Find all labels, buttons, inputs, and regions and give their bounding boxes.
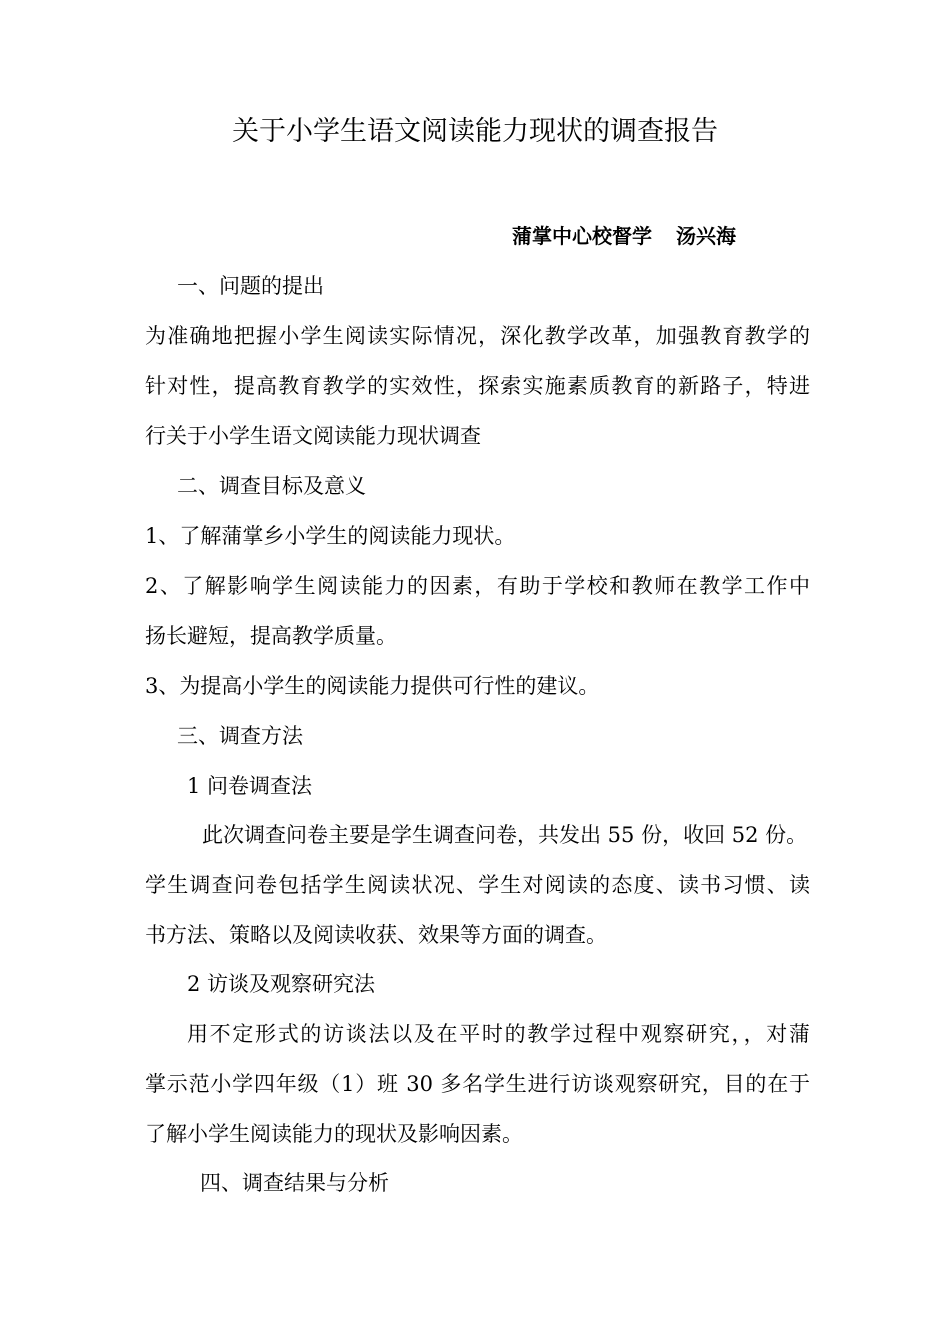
paragraph-line: 学生调查问卷包括学生阅读状况、学生对阅读的态度、读书习惯、读 xyxy=(145,873,810,897)
subsection-heading: 2 访谈及观察研究法 xyxy=(187,972,376,996)
report-title: 关于小学生语文阅读能力现状的调查报告 xyxy=(232,116,718,147)
paragraph-line: 用不定形式的访谈法以及在平时的教学过程中观察研究，，对蒲 xyxy=(187,1022,810,1046)
section-heading-1: 一、问题的提出 xyxy=(177,274,324,298)
list-item: 3、为提高小学生的阅读能力提供可行性的建议。 xyxy=(145,674,600,698)
section-heading-2: 二、调查目标及意义 xyxy=(177,474,366,498)
paragraph-line: 此次调查问卷主要是学生调查问卷，共发出 55 份，收回 52 份。 xyxy=(202,823,808,847)
author-org: 蒲掌中心校督学 xyxy=(512,224,652,248)
subsection-heading: 1 问卷调查法 xyxy=(187,774,313,798)
list-item-continuation: 扬长避短，提高教学质量。 xyxy=(145,624,397,648)
section-heading-3: 三、调查方法 xyxy=(177,724,303,748)
paragraph-line: 行关于小学生语文阅读能力现状调查 xyxy=(145,424,481,448)
paragraph-line: 书方法、策略以及阅读收获、效果等方面的调查。 xyxy=(145,923,607,947)
author-name: 汤兴海 xyxy=(676,224,736,248)
paragraph-line: 掌示范小学四年级（1）班 30 多名学生进行访谈观察研究，目的在于 xyxy=(145,1072,810,1096)
paragraph-line: 了解小学生阅读能力的现状及影响因素。 xyxy=(145,1122,523,1146)
section-heading-4: 四、调查结果与分析 xyxy=(200,1171,389,1195)
list-item: 1、了解蒲掌乡小学生的阅读能力现状。 xyxy=(145,524,516,548)
paragraph-line: 针对性，提高教育教学的实效性，探索实施素质教育的新路子，特进 xyxy=(145,374,810,398)
list-item: 2、了解影响学生阅读能力的因素，有助于学校和教师在教学工作中 xyxy=(145,574,810,598)
author-line xyxy=(512,219,736,253)
paragraph-line: 为准确地把握小学生阅读实际情况，深化教学改革，加强教育教学的 xyxy=(145,324,810,348)
